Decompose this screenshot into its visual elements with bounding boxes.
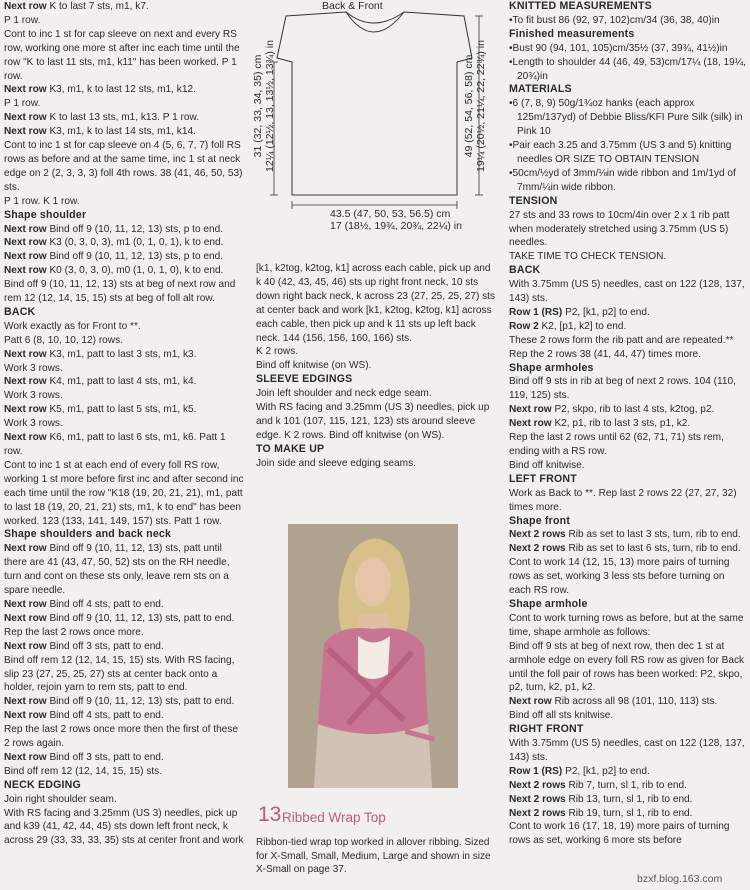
instruction-text: SLEEVE EDGINGS — [256, 373, 353, 386]
instruction-text: With 3.75mm (US 5) needles, cast on 122 (128, 137, 143) sts. — [509, 279, 745, 305]
instruction-text: Bind off 3 sts, patt to end. — [46, 751, 164, 763]
bullet-item — [509, 56, 749, 84]
instruction-text: 6 (7, 8, 9) 50g/1¾oz hanks (each approx 125m/137yd) of Debbie Bliss/KFI Pure Silk (silk) in Pink 10 — [512, 98, 743, 138]
instruction-text: Bust 90 (94, 101, 105)cm/35½ (37, 39¾, 41½)in — [512, 42, 728, 54]
instruction-text: P 1 row. — [4, 14, 41, 26]
instruction-line — [509, 612, 749, 640]
instruction-line — [4, 626, 244, 640]
instruction-line — [509, 528, 749, 542]
pattern-description: Ribbon-tied wrap top worked in allover ribbing. Sized for X-Small, Small, Medium, Large and shown in size X-Small on page 37. — [256, 837, 491, 876]
instruction-text: NECK EDGING — [4, 778, 81, 791]
instruction-text: Bind off all sts knitwise. — [509, 710, 614, 722]
instruction-text: Bind off 9 sts at beg of next row, then dec 1 st at armhole edge on every foll RS row as given for Back until the foll pair of rows has been worked: P2, skpo, p2, turn, k2, p1, k2. — [509, 640, 745, 694]
instruction-line — [256, 359, 496, 373]
instruction-line — [4, 793, 244, 807]
instruction-line — [509, 765, 749, 779]
instruction-text: K4, m1, patt to last 4 sts, m1, k4. — [46, 376, 197, 388]
instruction-label: Next row — [4, 265, 47, 277]
instruction-text: K6, m1, patt to last 6 sts, m1, k6. Patt 1 row. — [4, 432, 226, 457]
instruction-text: Pair each 3.25 and 3.75mm (US 3 and 5) knitting needles OR SIZE TO OBTAIN TENSION — [512, 140, 732, 165]
instruction-line — [4, 459, 244, 529]
instruction-text: Work 3 rows. — [4, 390, 63, 402]
instruction-line — [509, 375, 749, 403]
instruction-line — [4, 403, 244, 417]
instruction-line — [509, 417, 749, 431]
instruction-text: K to last 7 sts, m1, k7. — [46, 1, 149, 12]
instruction-text: Work 3 rows. — [4, 418, 63, 430]
instruction-text: Rep the 2 rows 38 (41, 44, 47) times more. — [509, 348, 701, 360]
pattern-title: Ribbed Wrap Top — [282, 810, 386, 825]
instruction-line — [509, 640, 749, 696]
instruction-text: K3, m1, k to last 14 sts, m1, k14. — [46, 126, 196, 138]
instruction-line — [4, 654, 244, 696]
instruction-text: Shape armholes — [509, 361, 594, 374]
instruction-text: With RS facing and 3.25mm (US 3) needles, pick up and k39 (41, 42, 44, 45) sts down left front neck, k across 29 (33, 33, 33, 35) sts at center front and work — [4, 807, 244, 847]
instruction-text: K2, p1, rib to last 3 sts, p1, k2. — [551, 418, 691, 430]
instruction-text: Bind off rem 12 (12, 14, 15, 15) sts. With RS facing, slip 23 (27, 25, 25, 27) sts at center back onto a holder, rejoin yarn to rem sts, patt to end. — [4, 654, 235, 694]
instruction-line — [4, 139, 244, 195]
instruction-text: Bind off 9 (10, 11, 12, 13) sts, patt until there are 41 (43, 47, 50, 52) sts on the RH needle, turn and cont on these sts only, leave rem sts on a spare needle. — [4, 543, 230, 597]
instruction-line — [4, 417, 244, 431]
section-heading — [509, 83, 749, 97]
instruction-line — [509, 542, 749, 556]
instruction-label: Next row — [4, 612, 47, 624]
instruction-line — [4, 250, 244, 264]
instruction-label: Next row — [4, 696, 47, 708]
right-height-label-in: 19¼ (20½, 21¼, 22, 22¾) in — [475, 40, 487, 172]
instruction-text: 27 sts and 33 rows to 10cm/4in over 2 x 1 rib patt when moderately stretched using 3.75mm (US 5) needles. — [509, 209, 730, 249]
width-label-cm: 43.5 (47, 50, 53, 56.5) cm — [330, 208, 451, 220]
instruction-text: Shape shoulder — [4, 208, 87, 221]
instruction-text: Shape front — [509, 514, 571, 527]
instruction-line — [4, 97, 244, 111]
instruction-label: Next row — [4, 543, 47, 555]
instruction-label: Next row — [4, 376, 47, 388]
instruction-label: Next row — [4, 598, 47, 610]
instruction-line — [256, 387, 496, 401]
instruction-text: Bind off 9 sts in rib at beg of next 2 rows. 104 (110, 119, 125) sts. — [509, 376, 736, 402]
instruction-text: TENSION — [509, 194, 558, 207]
instruction-line — [509, 306, 749, 320]
instruction-line — [509, 459, 749, 473]
instruction-label: Next row — [4, 432, 47, 444]
instruction-text: K5, m1, patt to last 5 sts, m1, k5. — [46, 404, 197, 416]
instruction-text: Bind off 9 (10, 11, 12, 13) sts, patt to end. — [46, 612, 235, 624]
instruction-text: Cont to inc 1 st at each end of every foll RS row, working 1 st more before first inc and after second inc each time until the row "K18 (19, 20, 21, 21), m1, patt to last 18 (19, 20, 21, 21) sts, m1, k to end" has been worked. 123 (133, 141, 149, 157) sts. Patt 1 row. — [4, 459, 244, 527]
instruction-text: Rep the last 2 rows once more then the first of these 2 rows again. — [4, 724, 238, 750]
instruction-text: Rib as set to last 3 sts, turn, rib to end. — [565, 529, 741, 541]
instruction-label: Next row — [4, 237, 47, 249]
instruction-line — [4, 83, 244, 97]
instruction-line — [256, 345, 496, 359]
instruction-line — [4, 0, 244, 14]
instruction-line — [509, 209, 749, 251]
instruction-text: Bind off rem 12 (12, 14, 15, 15) sts. — [4, 765, 163, 777]
section-heading — [509, 28, 749, 42]
instruction-label: Next row — [4, 710, 47, 722]
instruction-text: Cont to work 16 (17, 18, 19) more pairs of turning rows as set, working 6 more sts before — [509, 821, 730, 847]
left-height-label-in: 12¼ (12½, 13, 13½, 13¾) in — [264, 40, 276, 172]
instruction-text: BACK — [4, 305, 36, 318]
instruction-label: Next row — [4, 751, 47, 763]
bullet-icon: • — [509, 167, 513, 179]
section-heading — [4, 306, 244, 320]
bullet-icon: • — [509, 98, 513, 110]
model-photo — [288, 524, 458, 788]
instruction-text: 50cm/½yd of 3mm/⅛in wide ribbon and 1m/1yd of 7mm/¼in wide ribbon. — [512, 167, 736, 193]
instruction-text: Patt 6 (8, 10, 10, 12) rows. — [4, 334, 123, 346]
instruction-line — [4, 598, 244, 612]
instruction-line — [509, 431, 749, 459]
bullet-item — [509, 14, 749, 28]
instruction-text: Rib 19, turn, sl 1, rib to end. — [565, 807, 693, 819]
bullet-icon: • — [509, 42, 513, 54]
instruction-text: Bind off 9 (10, 11, 12, 13) sts, p to end. — [46, 251, 224, 263]
instruction-text: Bind off 3 sts, patt to end. — [46, 640, 164, 652]
instruction-text: P2, skpo, rib to last 4 sts, k2tog, p2. — [551, 404, 715, 416]
instruction-text: K3, m1, patt to last 3 sts, m1, k3. — [46, 348, 197, 360]
schematic-title: Back & Front — [322, 0, 383, 12]
instruction-line — [509, 403, 749, 417]
instruction-text: Length to shoulder 44 (46, 49, 53)cm/17¼ (18, 19¼, 20¾)in — [512, 56, 746, 82]
column-left — [4, 0, 244, 848]
instruction-text: P 1 row. K 1 row. — [4, 195, 80, 207]
instruction-text: K 2 rows. — [256, 346, 299, 358]
width-label-in: 17 (18½, 19¾, 20¾, 22¼) in — [330, 220, 462, 232]
instruction-line — [509, 250, 749, 264]
instruction-label: Next row — [4, 348, 47, 360]
instruction-line — [4, 542, 244, 598]
instruction-line — [509, 779, 749, 793]
instruction-line — [509, 737, 749, 765]
bullet-icon: • — [509, 56, 513, 68]
instruction-label: Next row — [4, 84, 47, 96]
instruction-line — [4, 264, 244, 278]
instruction-line — [4, 223, 244, 237]
section-heading — [509, 195, 749, 209]
instruction-line — [256, 401, 496, 443]
instruction-line — [509, 820, 749, 848]
instruction-text: Finished measurements — [509, 27, 635, 40]
instruction-text: Bind off 9 (10, 11, 12, 13) sts, patt to end. — [46, 696, 235, 708]
instruction-line — [4, 431, 244, 459]
instruction-line — [4, 28, 244, 84]
instruction-text: To fit bust 86 (92, 97, 102)cm/34 (36, 38, 40)in — [512, 14, 720, 26]
instruction-label: Next row — [4, 223, 47, 235]
section-heading — [509, 598, 749, 612]
instruction-line — [4, 14, 244, 28]
bullet-item — [509, 167, 749, 195]
instruction-text: Work 3 rows. — [4, 362, 63, 374]
instruction-label: Next row — [509, 404, 552, 416]
instruction-text: Bind off 4 sts, patt to end. — [46, 598, 164, 610]
section-heading — [256, 373, 496, 387]
instruction-label: Next 2 rows — [509, 793, 566, 805]
instruction-label: Next row — [4, 640, 47, 652]
instruction-text: Join side and sleeve edging seams. — [256, 457, 416, 469]
instruction-text: K3, m1, k to last 12 sts, m1, k12. — [46, 84, 196, 96]
instruction-line — [4, 723, 244, 751]
instruction-line — [256, 262, 496, 345]
instruction-line — [4, 765, 244, 779]
instruction-text: Bind off 9 (10, 11, 12, 13) sts, p to end. — [46, 223, 224, 235]
section-heading — [509, 473, 749, 487]
instruction-text: K to last 13 sts, m1, k13. P 1 row. — [46, 112, 200, 124]
section-heading — [4, 209, 244, 223]
instruction-text: Bind off 9 (10, 11, 12, 13) sts at beg of next row and rem 12 (12, 14, 15, 15) sts at beg of foll alt row. — [4, 279, 236, 305]
instruction-line — [509, 695, 749, 709]
bullet-item — [509, 139, 749, 167]
instruction-line — [4, 236, 244, 250]
instruction-text: Shape shoulders and back neck — [4, 528, 172, 541]
instruction-text: P2, [k1, p2] to end. — [562, 765, 650, 777]
instruction-text: These 2 rows form the rib patt and are repeated.** — [509, 334, 734, 346]
instruction-text: Bind off knitwise (on WS). — [256, 360, 372, 372]
section-heading — [509, 723, 749, 737]
instruction-line — [4, 375, 244, 389]
instruction-line — [509, 709, 749, 723]
bullet-item — [509, 42, 749, 56]
instruction-label: Next 2 rows — [509, 529, 566, 541]
instruction-label: Row 1 (RS) — [509, 765, 563, 777]
schematic — [246, 0, 504, 232]
instruction-line — [509, 487, 749, 515]
instruction-text: K2, [p1, k2] to end. — [538, 320, 627, 332]
instruction-line — [4, 751, 244, 765]
instruction-line — [4, 389, 244, 403]
left-height-label-cm: 31 (32, 33, 34, 35) cm — [252, 54, 264, 158]
section-heading — [509, 362, 749, 376]
section-heading — [509, 264, 749, 278]
instruction-text: Join left shoulder and neck edge seam. — [256, 388, 432, 400]
instruction-line — [256, 457, 496, 471]
instruction-text: With RS facing and 3.25mm (US 3) needles, pick up and k 101 (107, 115, 121, 123) sts around sleeve edge. K 2 rows. Bind off knitwise (on WS). — [256, 402, 490, 441]
watermark: bzxf.blog.163.com — [637, 873, 723, 885]
instruction-text: Cont to inc 1 st for cap sleeve on next and every RS row, working one more st after inc each time until the row "K to last 11 sts, m1, k11" has been worked. P 1 row. — [4, 28, 240, 82]
instruction-line — [4, 348, 244, 362]
bullet-icon: • — [509, 140, 513, 152]
instruction-line — [4, 362, 244, 376]
instruction-label: Row 1 (RS) — [509, 306, 563, 318]
instruction-label: Next row — [509, 418, 552, 430]
instruction-line — [4, 807, 244, 849]
instruction-text: TAKE TIME TO CHECK TENSION. — [509, 251, 667, 263]
instruction-text: Rib as set to last 6 sts, turn, rib to end. — [565, 543, 741, 555]
bullet-item — [509, 97, 749, 139]
instruction-text: P2, [k1, p2] to end. — [562, 306, 650, 318]
section-heading — [509, 0, 749, 14]
column-right — [509, 0, 749, 848]
instruction-text: Bind off knitwise. — [509, 459, 585, 471]
instruction-text: Shape armhole — [509, 597, 588, 610]
instruction-text: Cont to inc 1 st for cap sleeve on 4 (5, 6, 7, 7) foll RS rows as before and at the same time, inc 1 st at neck edge on 2 (2, 3, 3, 3) foll 4th rows. 38 (41, 46, 50, 53) sts. — [4, 140, 243, 193]
instruction-text: [k1, k2tog, k2tog, k1] across each cable, pick up and k 40 (42, 43, 45, 46) sts up right front neck, 10 sts down right back neck, k across 23 (27, 25, 25, 27) sts at center back and work [k1, k2tog, k2tog, k1] across each cable, then pick up and k 11 sts up left back neck. 144 (156, 156, 160, 166) sts. — [256, 263, 496, 344]
bullet-icon: • — [509, 14, 513, 26]
instruction-line — [509, 334, 749, 348]
instruction-text: Rib across all 98 (101, 110, 113) sts. — [551, 696, 718, 708]
instruction-text: Bind off 4 sts, patt to end. — [46, 710, 164, 722]
instruction-text: KNITTED MEASUREMENTS — [509, 0, 652, 12]
section-heading — [4, 528, 244, 542]
instruction-text: LEFT FRONT — [509, 472, 577, 485]
instruction-line — [509, 278, 749, 306]
instruction-line — [509, 348, 749, 362]
instruction-label: Next 2 rows — [509, 807, 566, 819]
instruction-text: Join right shoulder seam. — [4, 793, 117, 805]
instruction-text: Rep the last 2 rows once more. — [4, 626, 144, 638]
instruction-label: Next row — [4, 112, 47, 124]
instruction-text: K3 (0, 3, 0, 3), m1 (0, 1, 0, 1), k to end. — [46, 237, 224, 249]
instruction-line — [4, 125, 244, 139]
instruction-text: BACK — [509, 264, 541, 277]
instruction-label: Row 2 — [509, 320, 539, 332]
instruction-label: Next row — [4, 404, 47, 416]
instruction-line — [4, 111, 244, 125]
instruction-line — [4, 334, 244, 348]
instruction-line — [509, 320, 749, 334]
instruction-label: Next row — [4, 251, 47, 263]
instruction-line — [509, 556, 749, 598]
column-middle — [256, 262, 496, 471]
section-heading — [256, 443, 496, 457]
instruction-line — [509, 807, 749, 821]
instruction-line — [4, 695, 244, 709]
instruction-line — [4, 278, 244, 306]
instruction-text: RIGHT FRONT — [509, 723, 584, 736]
instruction-text: P 1 row. — [4, 98, 41, 110]
instruction-text: MATERIALS — [509, 83, 572, 96]
instruction-line — [4, 709, 244, 723]
instruction-line — [4, 195, 244, 209]
instruction-line — [4, 320, 244, 334]
instruction-text: Work exactly as for Front to **. — [4, 320, 141, 332]
instruction-label: Next row — [4, 1, 47, 12]
section-heading — [4, 779, 244, 793]
instruction-text: Rib 13, turn, sl 1, rib to end. — [565, 793, 693, 805]
instruction-label: Next 2 rows — [509, 543, 566, 555]
instruction-label: Next row — [509, 696, 552, 708]
instruction-text: Rep the last 2 rows until 62 (62, 71, 71) sts rem, ending with a RS row. — [509, 432, 724, 457]
instruction-text: With 3.75mm (US 5) needles, cast on 122 (128, 137, 143) sts. — [509, 738, 745, 763]
instruction-text: Rib 7, turn, sl 1, rib to end. — [565, 779, 687, 791]
pattern-number: 13 — [258, 803, 282, 826]
instruction-line — [4, 640, 244, 654]
instruction-line — [509, 793, 749, 807]
instruction-text: Cont to work turning rows as before, but at the same time, shape armhole as follows: — [509, 612, 744, 638]
right-height-label-cm: 49 (52, 54, 56, 58) cm — [463, 54, 475, 158]
instruction-text: K0 (3, 0, 3, 0), m0 (1, 0, 1, 0), k to end. — [46, 265, 224, 277]
instruction-label: Next 2 rows — [509, 779, 566, 791]
instruction-line — [4, 612, 244, 626]
section-heading — [509, 515, 749, 529]
instruction-text: TO MAKE UP — [256, 442, 325, 455]
instruction-text: Cont to work 14 (12, 15, 13) more pairs of turning rows as set, working 3 less sts before turning on each RS row. — [509, 557, 730, 597]
instruction-text: Work as Back to **. Rep last 2 rows 22 (27, 27, 32) times more. — [509, 487, 737, 513]
instruction-label: Next row — [4, 126, 47, 138]
